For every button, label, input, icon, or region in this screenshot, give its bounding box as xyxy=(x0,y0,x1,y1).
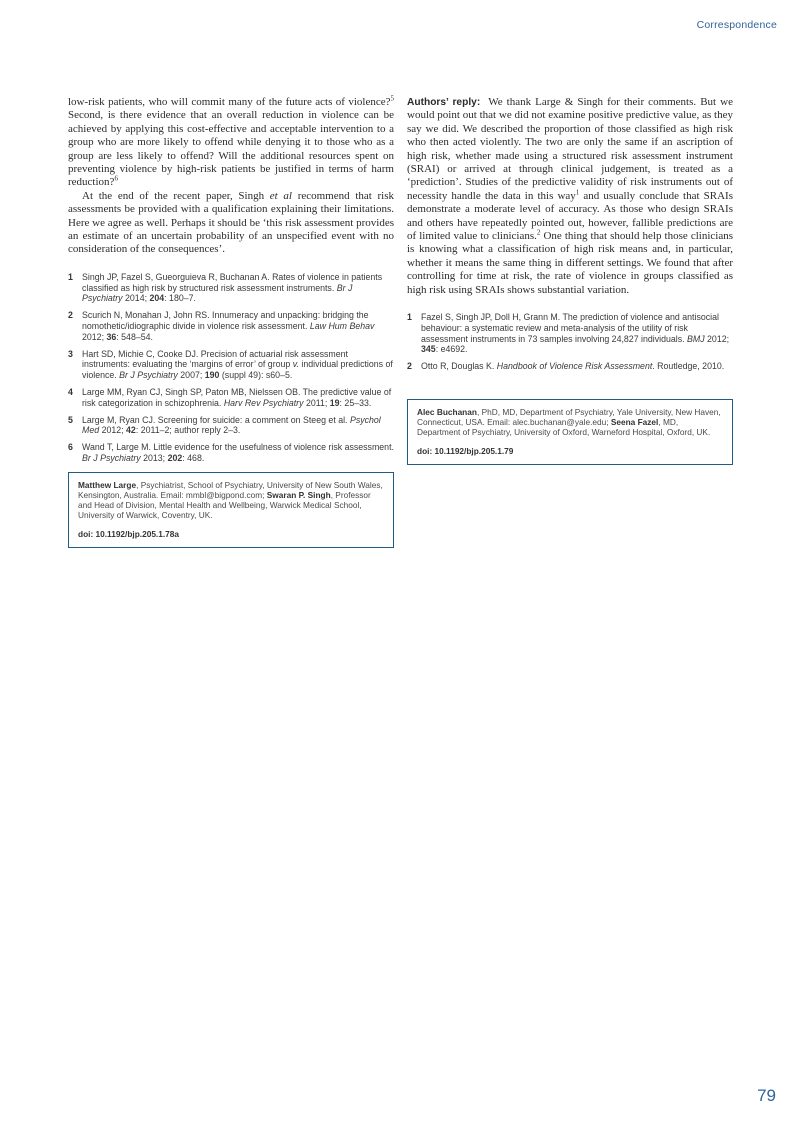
reference-text: Fazel S, Singh JP, Doll H, Grann M. The prediction of violence and antisocial behaviour: a systematic review and meta-analysis of the utility of risk assessment instruments in 73 samples involving 24,827 individuals. BMJ 2012; 345: e4692. xyxy=(421,312,730,355)
reference-item xyxy=(407,361,733,372)
letter-paragraph: At the end of the recent paper, Singh et al recommend that risk assessments be provided with a qualification explaining their limitations. Here we agree as well. Perhaps it should be ‘this risk assessment provides an estimate of an uncertain probability of an unspecified event with no consideration of the consequences’. xyxy=(68,189,395,256)
reference-item xyxy=(68,272,394,304)
doi-line: doi: 10.1192/bjp.205.1.78a xyxy=(78,528,180,539)
reference-number: 5 xyxy=(68,414,73,425)
reference-number: 6 xyxy=(68,442,73,453)
reference-number: 3 xyxy=(68,348,73,359)
doi-line: doi: 10.1192/bjp.205.1.79 xyxy=(417,446,514,457)
reference-item xyxy=(68,349,394,381)
reference-item xyxy=(68,387,394,409)
author-affiliation: Matthew Large, Psychiatrist, School of Psychiatry, University of New South Wales, Kensington, Australia. Email: mmbl@bigpond.com; Swaran P. Singh, Professor and Head of Division, Mental Health and Wellbeing, Warwick Medical School, University of Warwick, Coventry, UK. xyxy=(78,479,383,520)
reference-item xyxy=(407,312,733,355)
reference-item xyxy=(68,415,394,437)
reference-number: 4 xyxy=(68,387,73,398)
author-affiliation-box xyxy=(407,399,733,465)
right-column xyxy=(407,96,733,548)
reference-text: Large MM, Ryan CJ, Singh SP, Paton MB, Nielssen OB. The predictive value of risk categorization in schizophrenia. Harv Rev Psychiatry 2011; 19: 25–33. xyxy=(82,387,392,408)
author-affiliation-box xyxy=(68,472,394,548)
reference-text: Singh JP, Fazel S, Gueorguieva R, Buchanan A. Rates of violence in patients classified as high risk by structured risk assessment instruments. Br J Psychiatry 2014; 204: 180–7. xyxy=(82,271,383,304)
reference-number: 1 xyxy=(68,271,73,282)
page-number: 79 xyxy=(757,1086,776,1105)
letter-paragraph-continued: low-risk patients, who will commit many of the future acts of violence?$^5$ Second, is there evidence that an overall reduction in violence can be achieved by applying this cost-effective and acceptable intervention to a group who are more likely to offend while denying it to those who as a group are less likely to offend? Will the additional resources spent on preventing violence by high-risk patients be justified in terms of harm reduction?$^6$ xyxy=(68,94,394,189)
reference-text: Otto R, Douglas K. Handbook of Violence Risk Assessment. Routledge, 2010. xyxy=(421,361,725,372)
reference-list xyxy=(68,272,394,464)
reference-text: Scurich N, Monahan J, John RS. Innumeracy and unpacking: bridging the nomothetic/idiographic divide in violence risk assessment. Law Hum Behav 2012; 36: 548–54. xyxy=(82,310,375,342)
reference-number: 1 xyxy=(407,312,412,323)
author-affiliation: Alec Buchanan, PhD, MD, Department of Psychiatry, Yale University, New Haven, Connecticut, USA. Email: alec.buchanan@yale.edu; Seena Fazel, MD, Department of Psychiatry, University of Oxford, Warneford Hospital, Oxford, UK. xyxy=(417,407,721,438)
authors-reply-paragraph: Authors’ reply: We thank Large & Singh for their comments. But we would point out that we did not examine positive predictive value, as they say we did. We described the proportion of those classified as high risk who then acted violently. The two are only the same if an ascription of high risk, whether made using a structured risk assessment instrument (SRAI) or arrived at through clinical judgement, is treated as a ‘prediction’. Studies of the predictive validity of risk instruments out of necessity handle the data in this way$^1$ and usually conclude that SRAIs demonstrate a moderate level of accuracy. As those who design SRAIs and others have repeatedly pointed out, however, fallible predictions are of limited value to clinicians.$^2$ One thing that should help those clinicians is knowing what a classification of high risk means and, in particular, whether it means the same thing in different settings. We found that after controlling for time at risk, the rate of violence in groups classified as high risk using SRAIs shows substantial variation. xyxy=(407,96,734,296)
running-head: Correspondence xyxy=(696,19,777,31)
left-column xyxy=(68,96,394,548)
reference-number: 2 xyxy=(68,310,73,321)
reference-text: Wand T, Large M. Little evidence for the usefulness of violence risk assessment. Br J Psychiatry 2013; 202: 468. xyxy=(82,442,394,464)
reference-item xyxy=(68,442,394,464)
reference-text: Hart SD, Michie C, Cooke DJ. Precision of actuarial risk assessment instruments: evaluating the ‘margins of error’ of group v. individual predictions of violence. Br J Psychiatry 2007; 190 (suppl 49): s60–5. xyxy=(82,348,393,381)
reference-number: 2 xyxy=(407,361,412,372)
reference-list xyxy=(407,312,733,372)
reference-text: Large M, Ryan CJ. Screening for suicide: a comment on Steeg et al. Psychol Med 2012; 42: 2011–2; author reply 2–3. xyxy=(82,414,381,436)
reference-item xyxy=(68,310,394,342)
two-column-content xyxy=(68,96,733,548)
